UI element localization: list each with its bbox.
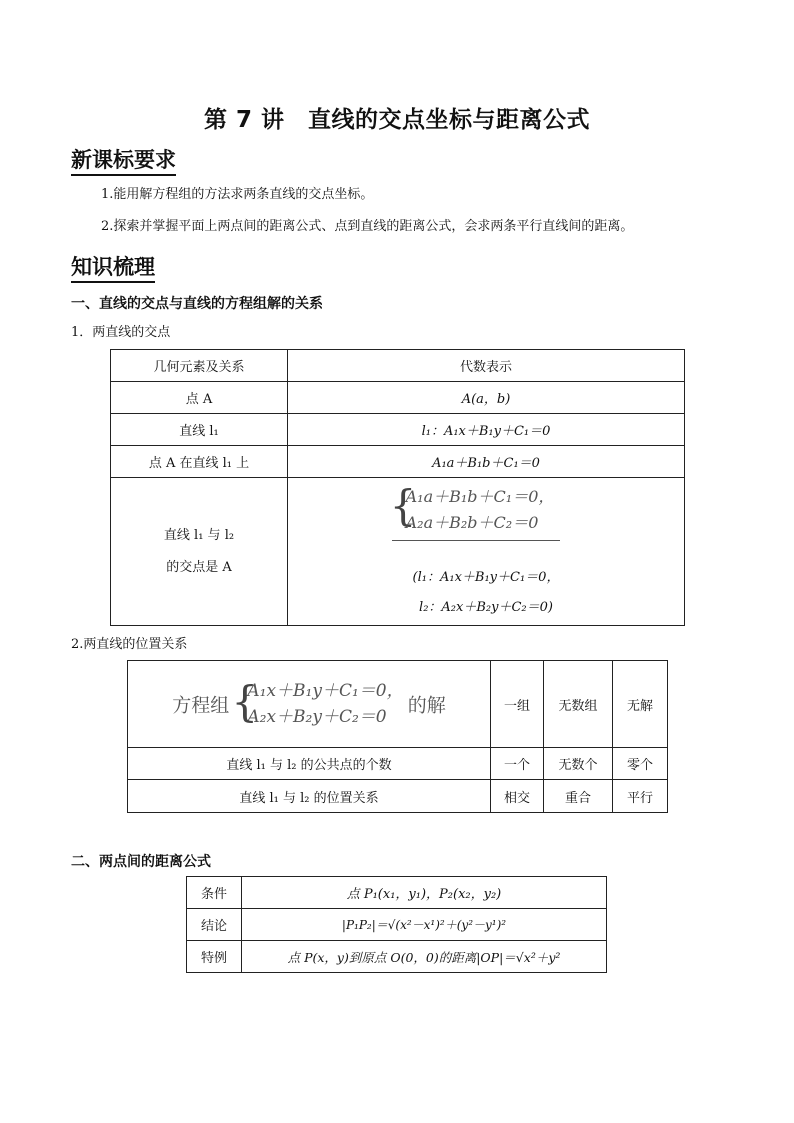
equation-line: A₁x＋B₁y＋C₁＝0， xyxy=(247,681,404,701)
brace-icon: { xyxy=(231,677,259,726)
distance-formula-table xyxy=(186,876,607,973)
section-heading-requirements: 新课标要求 xyxy=(71,147,176,176)
table-cell: 点 A xyxy=(111,382,288,414)
table-header: 特例 xyxy=(187,941,242,973)
table-header: 条件 xyxy=(187,877,242,909)
page-title: 第 7 讲 直线的交点坐标与距离公式 xyxy=(203,107,591,133)
table-cell: 一组 xyxy=(491,661,544,748)
table-cell: A₁a＋B₁b＋C₁＝0 xyxy=(288,446,685,478)
table-cell: 无数个 xyxy=(544,748,613,780)
table-cell: 点 P₁(x₁，y₁)，P₂(x₂，y₂) xyxy=(242,877,607,909)
table-cell: 点 P(x，y)到原点 O(0，0)的距离|OP|＝√x²＋y² xyxy=(242,941,607,973)
table-cell: 点 A 在直线 l₁ 上 xyxy=(111,446,288,478)
section-heading-knowledge: 知识梳理 xyxy=(71,254,155,283)
intersection-table xyxy=(110,349,685,626)
part-heading: 一、直线的交点与直线的方程组解的关系 xyxy=(71,296,323,312)
table-cell: 零个 xyxy=(613,748,668,780)
table-cell: 直线 l₁ 与 l₂ 的位置关系 xyxy=(128,780,491,813)
table-header: 代数表示 xyxy=(288,350,685,382)
note-line: (l₁：A₁x＋B₁y＋C₁＝0， xyxy=(412,570,560,585)
table-cell-line: 直线 l₁ 与 l₂ xyxy=(163,527,235,543)
table-cell: l₁：A₁x＋B₁y＋C₁＝0 xyxy=(288,414,685,446)
table-cell-line: 的交点是 A xyxy=(166,559,232,575)
sub-heading: 2.两直线的位置关系 xyxy=(71,637,188,652)
equation-prefix: 方程组 xyxy=(172,694,230,717)
table-cell: 无数组 xyxy=(544,661,613,748)
table-header: 几何元素及关系 xyxy=(111,350,288,382)
requirement-item: 2.探索并掌握平面上两点间的距离公式、点到直线的距离公式，会求两条平行直线间的距离。 xyxy=(101,219,634,234)
position-relation-table xyxy=(127,660,668,813)
equation-line: A₁a＋B₁b＋C₁＝0， xyxy=(405,487,555,506)
brace-icon: { xyxy=(389,481,417,530)
note-line: l₂：A₂x＋B₂y＋C₂＝0) xyxy=(419,600,553,615)
table-cell: 重合 xyxy=(544,780,613,813)
table-cell: 直线 l₁ xyxy=(111,414,288,446)
equation-suffix: 的解 xyxy=(407,694,446,717)
table-cell: 相交 xyxy=(491,780,544,813)
table-cell: 一个 xyxy=(491,748,544,780)
part-heading: 二、两点间的距离公式 xyxy=(71,854,211,870)
table-cell: 直线 l₁ 与 l₂ 的公共点的个数 xyxy=(128,748,491,780)
requirement-item: 1.能用解方程组的方法求两条直线的交点坐标。 xyxy=(101,187,374,202)
table-cell xyxy=(288,478,685,626)
equation-line: A₂x＋B₂y＋C₂＝0 xyxy=(247,707,387,727)
table-cell: |P₁P₂|＝√(x²－x¹)²＋(y²－y¹)² xyxy=(242,909,607,941)
table-cell: 无解 xyxy=(613,661,668,748)
equation-line: A₂a＋B₂b＋C₂＝0 xyxy=(405,513,539,532)
sub-heading: 1．两直线的交点 xyxy=(71,325,171,340)
table-cell: 平行 xyxy=(613,780,668,813)
table-header: 结论 xyxy=(187,909,242,941)
table-cell xyxy=(128,661,491,748)
table-cell xyxy=(111,478,288,626)
table-cell: A(a，b) xyxy=(288,382,685,414)
